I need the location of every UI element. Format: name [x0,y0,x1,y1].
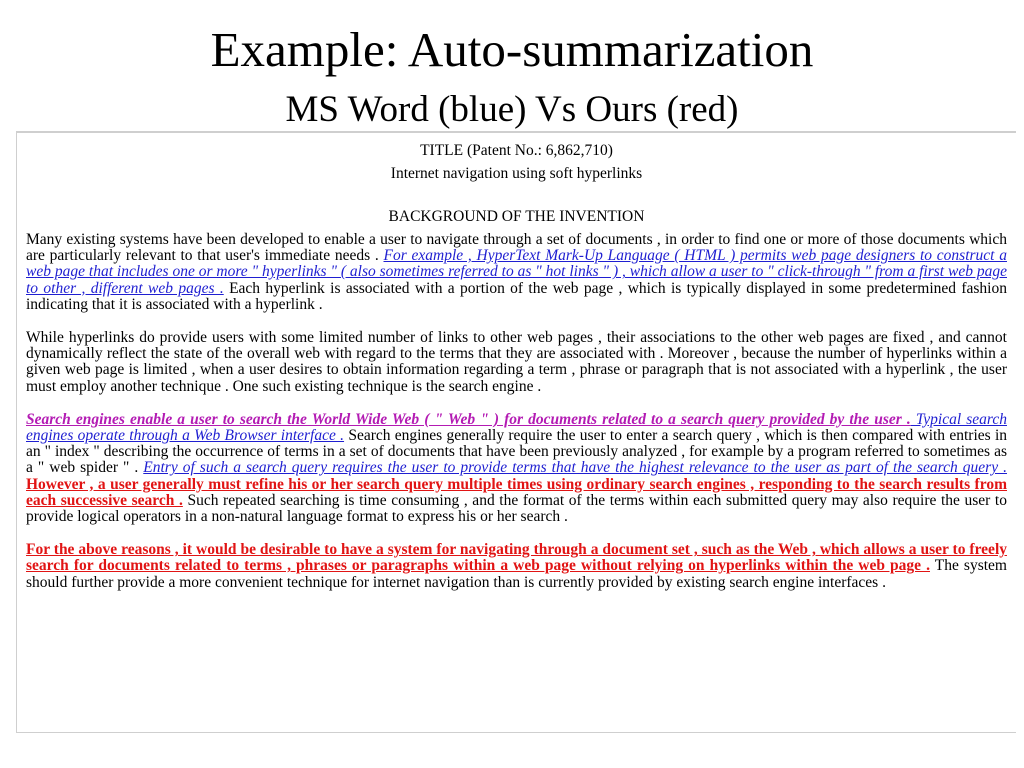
ms-word-summary-sentence: Entry of such a search query requires the user to provide terms that have the highest relevance to the user as part of the search query . [143,459,1007,477]
patent-subject-line: Internet navigation using soft hyperlinks [390,165,643,182]
section-heading: BACKGROUND OF THE INVENTION [388,208,645,225]
plain-sentence: While hyperlinks do provide users with some limited number of links to other web pages , their associations to the other web pages are fixed , and cannot dynamically reflect the state of the overall web with regard to the terms that they are associated with . Moreover , because the number of hyperlinks within a given web page is limited , when a user desires to obtain information regarding a term , phrase or paragraph that is not associated with a hyperlink , the user must employ another technique . One such existing technique is the search engine . [26,329,1007,395]
paragraph-2 [26,330,1007,395]
slide-title: Example: Auto-summarization [210,22,814,77]
document-panel [16,131,1016,733]
paragraph-1 [26,232,1007,313]
plain-sentence: Many existing systems have been developed to enable a user to navigate through a set of documents , in order to find one or more of those documents which are particularly relevant to that user's immediate needs . [26,231,1007,265]
plain-sentence: The system should further provide a more convenient technique for internet navigation than is currently provided by existing search engine interfaces . [26,557,1007,591]
plain-sentence: Such repeated searching is time consuming , and the format of the terms within each submitted query may also require the user to provide logical operators in a non-natural language format to express his or her search . [26,491,1007,526]
ms-word-summary-sentence: For example , HyperText Mark-Up Language ( HTML ) permits web page designers to construct a web page that includes one or more " hyperlinks " ( also sometimes referred to as " hot links " ) , which allow a user to " click-through " from a first web page to other , different web pages . [26,247,1007,297]
plain-sentence: Search engines generally require the user to enter a search query , which is then compared with entries in an " index " describing the occurrence of terms in a set of documents that have been previously analyzed , for example by a program referred to sometimes as a " web spider " . [26,427,1008,477]
shared-summary-sentence: Search engines enable a user to search the World Wide Web ( " Web " ) for documents related to a search query provided by the user . [26,410,911,428]
plain-sentence: Each hyperlink is associated with a portion of the web page , which is typically displayed in some predetermined fashion indicating that it is associated with a hyperlink . [26,279,1007,313]
slide-subtitle: MS Word (blue) Vs Ours (red) [285,89,739,130]
paragraph-3 [26,412,1007,525]
paragraph-4 [26,542,1007,591]
ms-word-summary-sentence: Typical search engines operate through a Web Browser interface . [26,410,1007,445]
our-summary-sentence: For the above reasons , it would be desirable to have a system for navigating through a document set , such as the Web , which allows a user to freely search for documents related to terms , phrases or paragraphs within a web page without relying on hyperlinks within the web page . [26,541,1007,575]
patent-title-line: TITLE (Patent No.: 6,862,710) [420,142,613,159]
our-summary-sentence: However , a user generally must refine his or her search query multiple times using ordinary search engines , responding to the search results from each successive search . [26,475,1007,509]
